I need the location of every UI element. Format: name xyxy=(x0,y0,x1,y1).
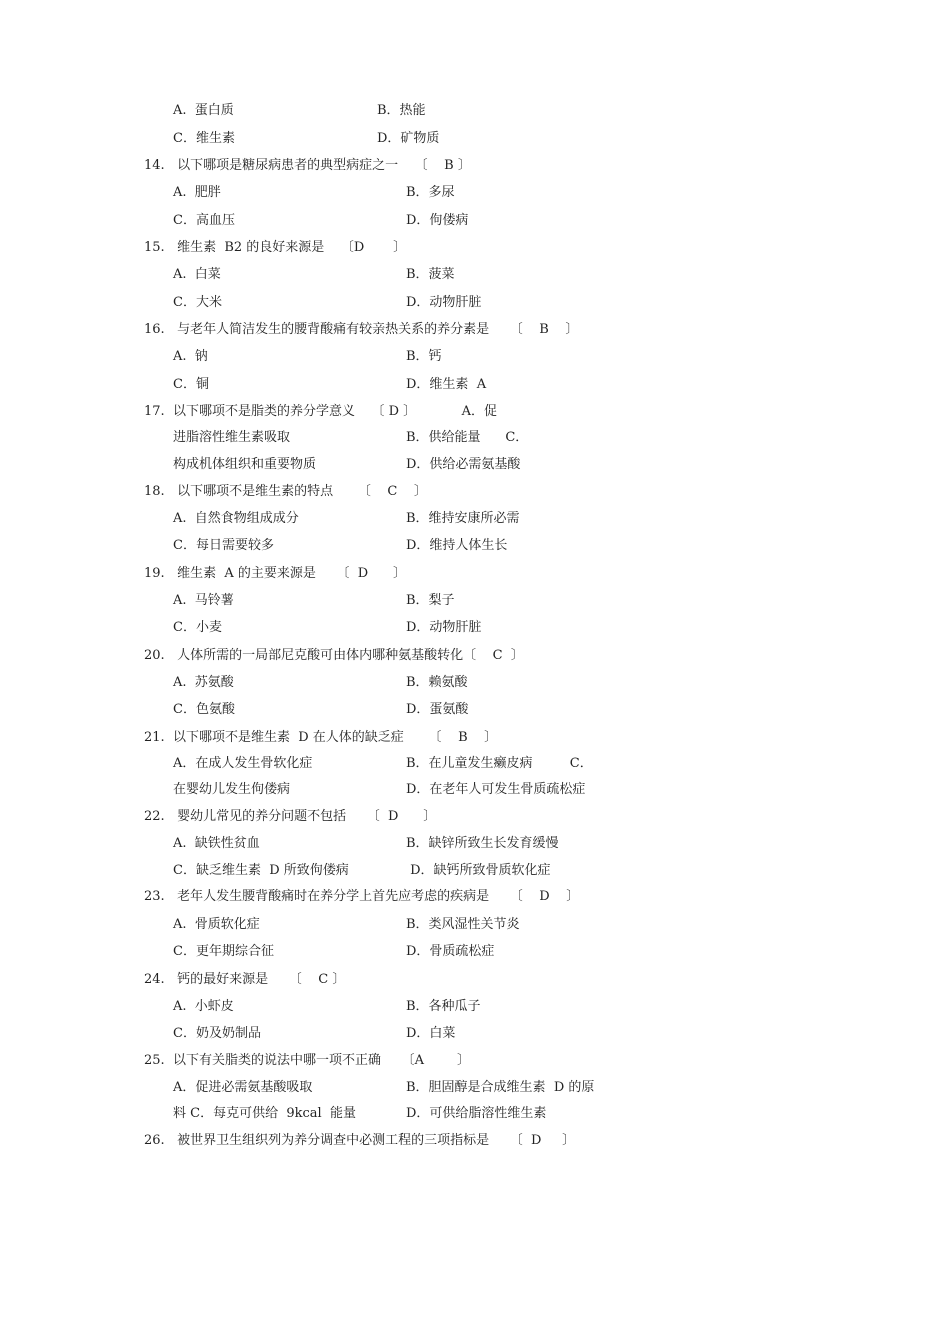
question-line: 26. 被世界卫生组织列为养分调查中必测工程的三项指标是 〔 D 〕 xyxy=(144,1133,576,1148)
question-line: 19. 维生素 A 的主要来源是 〔 D 〕 xyxy=(144,566,406,581)
option-line: C．高血压 xyxy=(173,213,235,228)
question-line: 17. 以下哪项不是脂类的养分学意义 〔 D 〕 A．促 xyxy=(144,404,497,419)
option-line: C．维生素 xyxy=(173,131,235,146)
option-line: B．多尿 xyxy=(406,185,455,200)
option-line: D．矿物质 xyxy=(377,131,440,146)
option-line: C．大米 xyxy=(173,295,222,310)
option-line: D．在老年人可发生骨质疏松症 xyxy=(406,782,586,797)
question-line: 23. 老年人发生腰背酸痛时在养分学上首先应考虑的疾病是 〔 D 〕 xyxy=(144,889,580,904)
option-line: C．小麦 xyxy=(173,620,222,635)
option-line: 在婴幼儿发生佝偻病 xyxy=(173,782,291,797)
option-line: D．佝偻病 xyxy=(406,213,469,228)
option-line: B．热能 xyxy=(377,103,426,118)
option-line: A. 缺铁性贫血 xyxy=(173,836,260,851)
option-line: A. 肥胖 xyxy=(173,185,221,200)
option-line: C．更年期综合征 xyxy=(173,944,274,959)
option-line: A. 苏氨酸 xyxy=(173,675,234,690)
option-line: D．动物肝脏 xyxy=(406,620,482,635)
option-line: 构成机体组织和重要物质 xyxy=(173,457,317,472)
option-line: D．维持人体生长 xyxy=(406,538,508,553)
option-line: C．铜 xyxy=(173,377,209,392)
question-line: 22. 婴幼儿常见的养分问题不包括 〔 D 〕 xyxy=(144,809,437,824)
option-line: D．缺钙所致骨质软化症 xyxy=(406,863,551,878)
option-line: A. 小虾皮 xyxy=(173,999,234,1014)
option-line: A．促进必需氨基酸吸取 xyxy=(173,1080,313,1095)
option-line: D．蛋氨酸 xyxy=(406,702,469,717)
question-line: 20. 人体所需的一局部尼克酸可由体内哪种氨基酸转化〔 C 〕 xyxy=(144,648,524,663)
option-line: D．白菜 xyxy=(406,1026,456,1041)
option-line: B．缺锌所致生长发育缓慢 xyxy=(406,836,559,851)
option-line: B．胆固醇是合成维生素 D 的原 xyxy=(406,1080,595,1095)
option-line: B．赖氨酸 xyxy=(406,675,468,690)
option-line: A. 骨质软化症 xyxy=(173,917,260,932)
option-line: A. 自然食物组成成分 xyxy=(173,511,299,526)
option-line: B．梨子 xyxy=(406,593,455,608)
option-line: C．缺乏维生素 D 所致佝偻病 xyxy=(173,863,349,878)
option-line: D．骨质疏松症 xyxy=(406,944,495,959)
option-line: A. 蛋白质 xyxy=(173,103,234,118)
option-line: A. 钠 xyxy=(173,349,208,364)
question-line: 18. 以下哪项不是维生素的特点 〔 C 〕 xyxy=(144,484,427,499)
question-line: 25. 以下有关脂类的说法中哪一项不正确 〔A 〕 xyxy=(144,1053,471,1068)
option-line: B．维持安康所必需 xyxy=(406,511,520,526)
question-line: 14. 以下哪项是糖尿病患者的典型病症之一 〔 B 〕 xyxy=(144,158,471,173)
option-line: D．供给必需氨基酸 xyxy=(406,457,521,472)
option-line: A．在成人发生骨软化症 xyxy=(173,756,313,771)
question-line: 15. 维生素 B2 的良好来源是 〔D 〕 xyxy=(144,240,407,255)
option-line: B．供给能量 C． xyxy=(406,430,529,445)
option-line: D．维生素 A xyxy=(406,377,487,392)
question-line: 24. 钙的最好来源是 〔 C 〕 xyxy=(144,972,346,987)
option-line: B．类风湿性关节炎 xyxy=(406,917,520,932)
option-line: A. 白菜 xyxy=(173,267,221,282)
question-line: 21. 以下哪项不是维生素 D 在人体的缺乏症 〔 B 〕 xyxy=(144,730,498,745)
option-line: A. 马铃薯 xyxy=(173,593,234,608)
option-line: C．每日需要较多 xyxy=(173,538,274,553)
option-line: B．菠菜 xyxy=(406,267,455,282)
option-line: B．各种瓜子 xyxy=(406,999,481,1014)
option-line: D．可供给脂溶性维生素 xyxy=(406,1106,547,1121)
option-line: B．钙 xyxy=(406,349,442,364)
option-line: B．在儿童发生癞皮病 C． xyxy=(406,756,593,771)
question-line: 16. 与老年人简洁发生的腰背酸痛有较亲热关系的养分素是 〔 B 〕 xyxy=(144,322,579,337)
option-line: D．动物肝脏 xyxy=(406,295,482,310)
option-line: 料 C．每克可供给 9kcal 能量 xyxy=(173,1106,356,1121)
option-line: 进脂溶性维生素吸取 xyxy=(173,430,291,445)
option-line: C．奶及奶制品 xyxy=(173,1026,261,1041)
option-line: C．色氨酸 xyxy=(173,702,235,717)
